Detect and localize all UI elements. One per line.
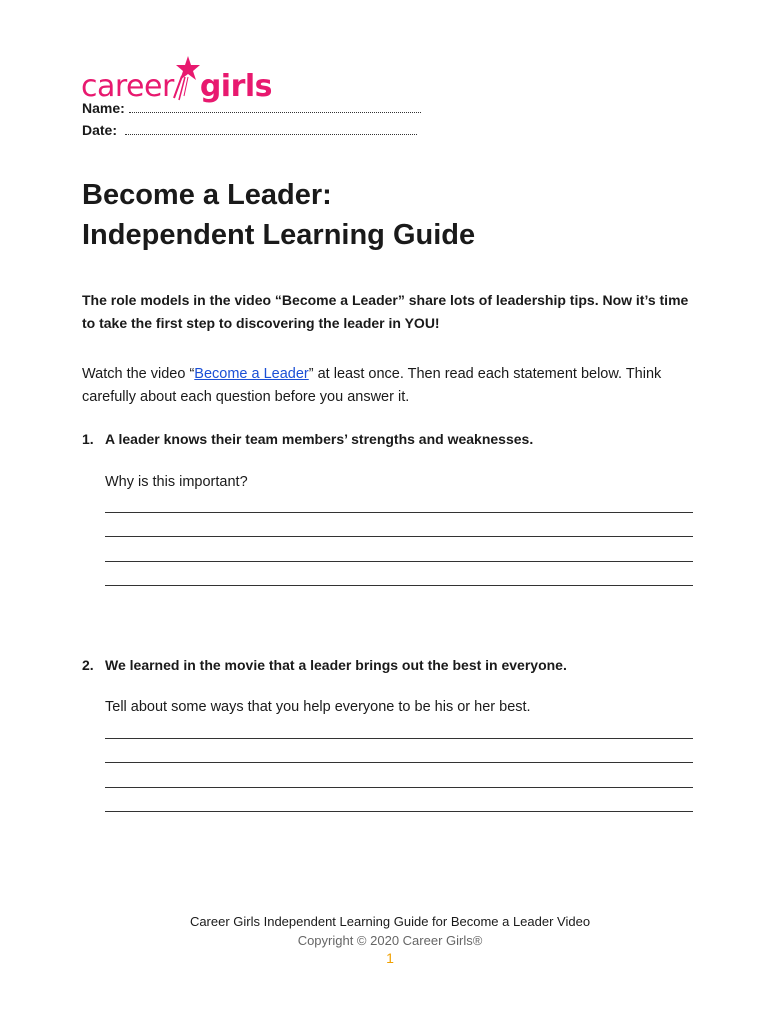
question-1: [82, 431, 533, 447]
shooting-star-icon: [172, 52, 202, 102]
question-number: 1.: [82, 431, 94, 447]
answer-line[interactable]: [105, 762, 693, 763]
title-line-2: Independent Learning Guide: [82, 219, 476, 251]
title-line-1: Become a Leader:: [82, 179, 332, 211]
logo-word-girls: girls: [199, 69, 273, 104]
question-text: A leader knows their team members’ strengths and weaknesses.: [105, 431, 534, 447]
answer-line[interactable]: [105, 738, 693, 739]
date-label: Date:: [82, 122, 118, 138]
video-link[interactable]: Become a Leader: [194, 366, 309, 382]
answer-line[interactable]: [105, 512, 693, 513]
page-title: [82, 175, 475, 255]
question-number: 2.: [82, 657, 94, 673]
instructions-paragraph: [82, 363, 702, 409]
career-girls-logo: [81, 52, 272, 102]
date-input-line[interactable]: [125, 122, 417, 135]
intro-paragraph: The role models in the video “Become a Leader” share lots of leadership tips. Now it’s time to take the first step to discovering the leader in YOU!: [82, 292, 689, 331]
instructions-before-link: Watch the video “: [82, 366, 195, 382]
question-text: We learned in the movie that a leader brings out the best in everyone.: [105, 657, 567, 673]
name-label: Name:: [82, 100, 125, 116]
name-input-line[interactable]: [129, 100, 421, 113]
answer-line[interactable]: [105, 811, 693, 812]
date-field[interactable]: [82, 122, 417, 138]
name-field[interactable]: [82, 100, 421, 116]
answer-line[interactable]: [105, 585, 693, 586]
question-2-prompt: Tell about some ways that you help everyone to be his or her best.: [105, 699, 531, 715]
answer-line[interactable]: [105, 561, 693, 562]
question-1-prompt: Why is this important?: [105, 474, 248, 490]
logo-word-career: career: [81, 69, 174, 104]
answer-line[interactable]: [105, 787, 693, 788]
page-number: 1: [386, 950, 394, 966]
instructions-after-link: ” at least once. Then read each statement below. Think carefully about each question before you answer it.: [82, 366, 662, 405]
footer-title: Career Girls Independent Learning Guide for Become a Leader Video: [189, 914, 591, 929]
footer-copyright: Copyright © 2020 Career Girls®: [297, 933, 483, 948]
question-2: [82, 657, 567, 673]
answer-line[interactable]: [105, 536, 693, 537]
